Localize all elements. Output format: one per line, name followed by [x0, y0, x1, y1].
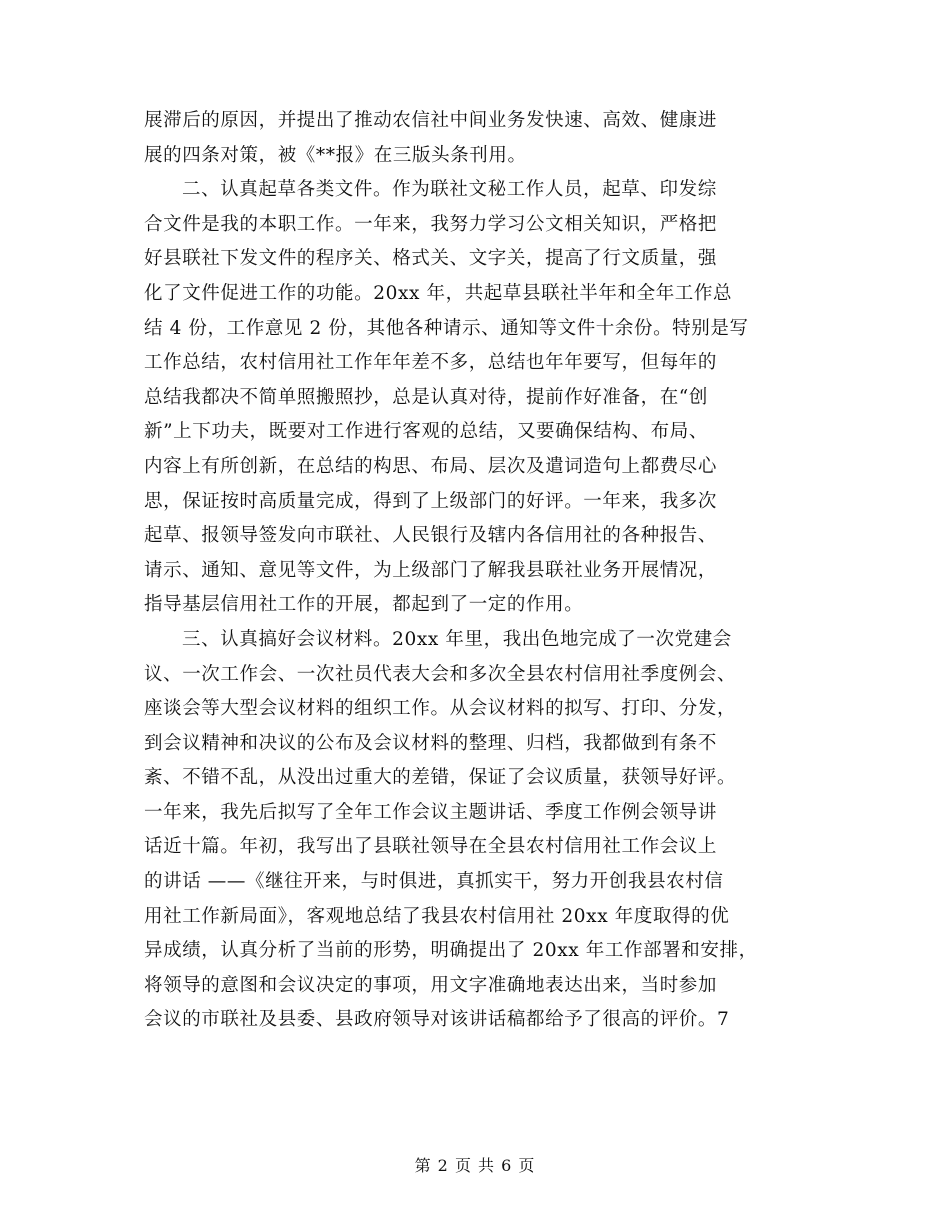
text-line: 好县联社下发文件的程序关、格式关、文字关，提高了行文质量，强: [144, 248, 718, 270]
text-line: 一年来，我先后拟写了全年工作会议主题讲话、季度工作例会领导讲: [144, 801, 718, 823]
text-line: 请示、通知、意见等文件，为上级部门了解我县联社业务开展情况，: [144, 559, 718, 581]
text-line: 会议的市联社及县委、县政府领导对该讲话稿都给予了很高的评价。7: [144, 1009, 730, 1031]
text-line: 展滞后的原因，并提出了推动农信社中间业务发快速、高效、健康进: [144, 110, 718, 131]
document-body: [144, 104, 814, 1038]
page-number-footer: 第 2 页 共 6 页: [414, 1156, 536, 1175]
text-line: 用社工作新局面》，客观地总结了我县农村信用社 20xx 年度取得的优: [144, 905, 730, 927]
text-line: 总结我都决不简单照搬照抄，总是认真对待，提前作好准备，在“创: [144, 386, 708, 408]
paragraph-start-line: 二、认真起草各类文件。作为联社文秘工作人员，起草、印发综: [182, 179, 717, 201]
text-line: 将领导的意图和会议决定的事项，用文字准确地表达出来，当时参加: [144, 974, 718, 996]
paragraph-start-line: 三、认真搞好会议材料。20xx 年里，我出色地完成了一次党建会: [182, 628, 732, 650]
text-line: 结 4 份，工作意见 2 份，其他各种请示、通知等文件十余份。特别是写: [144, 317, 749, 339]
text-line: 到会议精神和决议的公布及会议材料的整理、归档，我都做到有条不: [144, 732, 718, 754]
text-line: 的讲话 ——《继往开来，与时俱进，真抓实干，努力开创我县农村信: [144, 871, 724, 893]
text-line: 展的四条对策，被《**报》在三版头条刊用。: [144, 144, 527, 166]
text-line: 紊、不错不乱，从没出过重大的差错，保证了会议质量，获领导好评。: [144, 767, 737, 789]
text-line: 化了文件促进工作的功能。20xx 年，共起草县联社半年和全年工作总: [144, 282, 733, 304]
text-line: 新”上下功夫，既要对工作进行客观的总结，又要确保结构、布局、: [144, 421, 708, 443]
text-line: 合文件是我的本职工作。一年来，我努力学习公文相关知识，严格把: [144, 213, 718, 235]
text-line: 起草、报领导签发向市联社、人民银行及辖内各信用社的各种报告、: [144, 525, 718, 547]
text-line: 话近十篇。年初，我写出了县联社领导在全县农村信用社工作会议上: [144, 836, 718, 858]
text-line: 工作总结，农村信用社工作年年差不多，总结也年年要写，但每年的: [144, 352, 718, 374]
text-line: 座谈会等大型会议材料的组织工作。从会议材料的拟写、打印、分发，: [144, 698, 737, 720]
text-line: 异成绩，认真分析了当前的形势，明确提出了 20xx 年工作部署和安排，: [144, 940, 758, 962]
text-line: 议、一次工作会、一次社员代表大会和多次全县农村信用社季度例会、: [144, 663, 737, 685]
text-line: 指导基层信用社工作的开展，都起到了一定的作用。: [144, 594, 584, 616]
text-line: 思，保证按时高质量完成，得到了上级部门的好评。一年来，我多次: [144, 490, 718, 512]
text-line: 内容上有所创新，在总结的构思、布局、层次及遣词造句上都费尽心: [144, 455, 718, 477]
